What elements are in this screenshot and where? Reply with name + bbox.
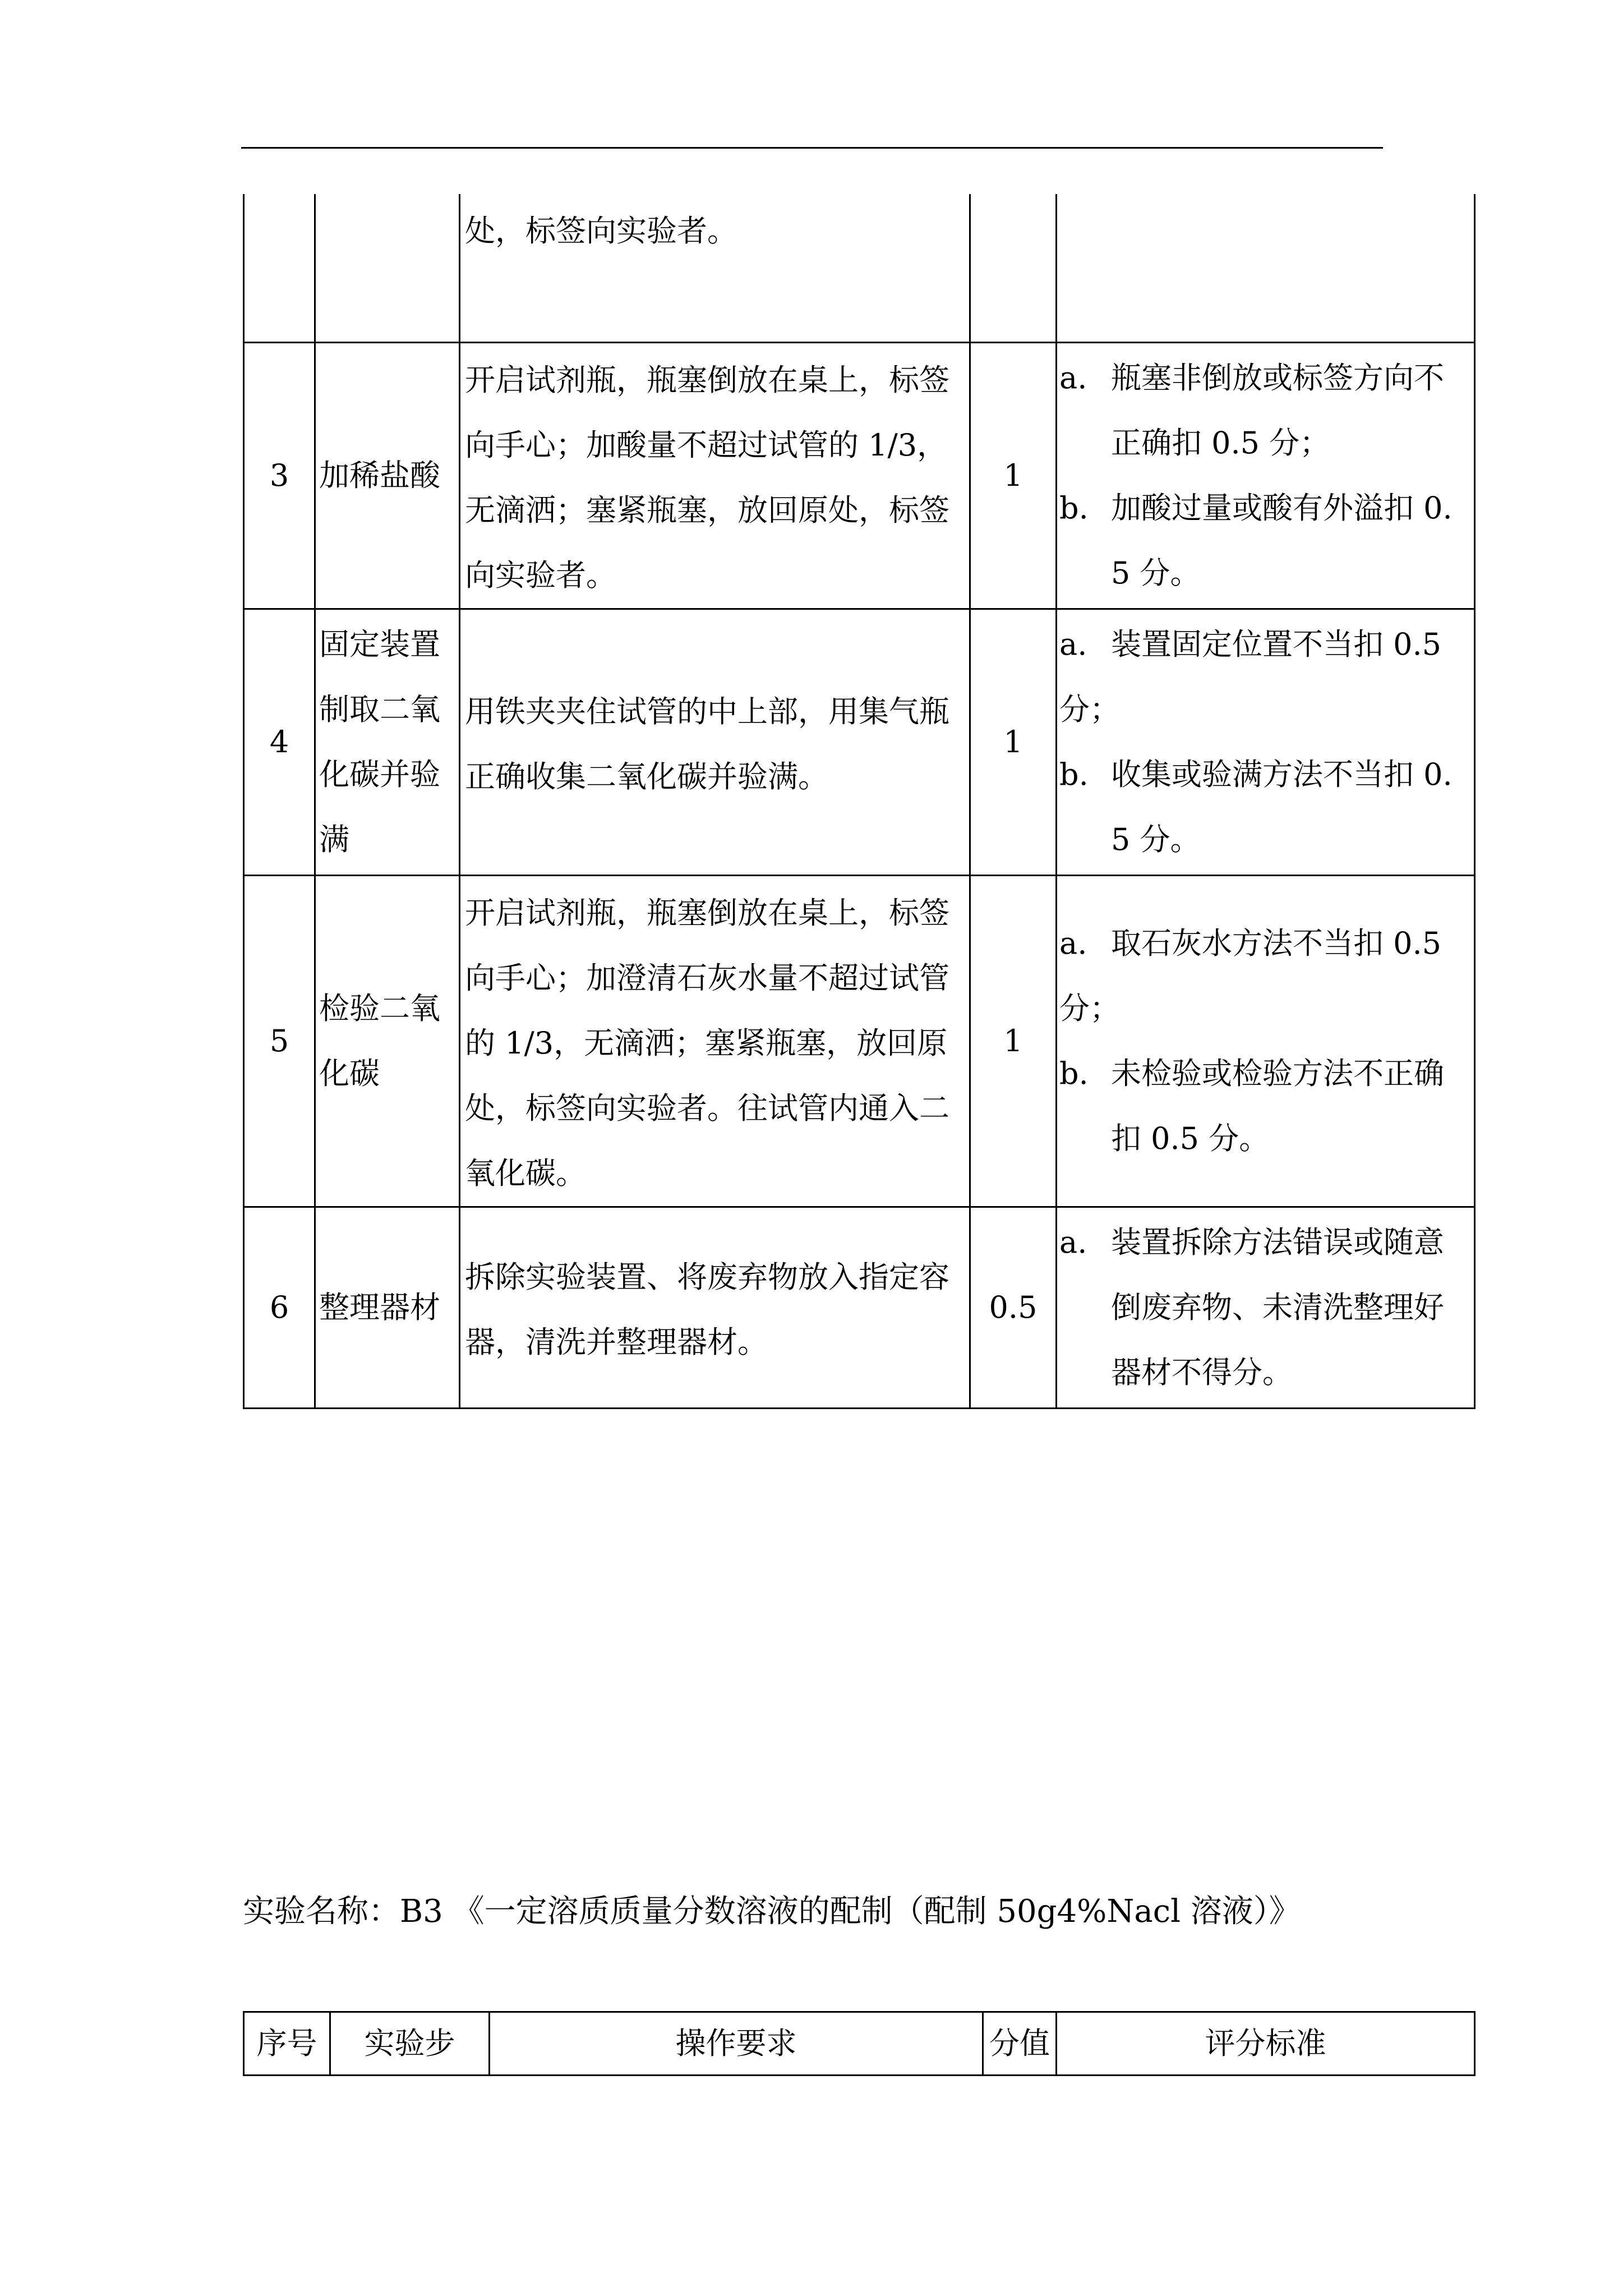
criteria-mark: a. <box>1059 1224 1087 1260</box>
header-criteria: 评分标准 <box>1057 2012 1475 2076</box>
cell-score <box>970 194 1057 342</box>
cell-requirement: 处，标签向实验者。 <box>460 194 970 342</box>
criteria-text: 装置拆除方法错误或随意倒废弃物、未清洗整理好器材不得分。 <box>1111 1224 1444 1390</box>
header-score: 分值 <box>983 2012 1057 2076</box>
criteria-mark: a. <box>1059 360 1087 395</box>
criteria-text: 收集或验满方法不当扣 0.5 分。 <box>1111 756 1453 857</box>
cell-criteria <box>1057 609 1475 875</box>
criteria-item <box>1059 346 1469 476</box>
cell-num: 6 <box>244 1207 315 1408</box>
cell-step <box>315 194 460 342</box>
criteria-mark: a. <box>1059 626 1087 662</box>
criteria-item <box>1059 742 1469 872</box>
criteria-item <box>1059 1210 1469 1405</box>
cell-requirement: 开启试剂瓶，瓶塞倒放在桌上，标签向手心；加澄清石灰水量不超过试管的 1/3，无滴洒；塞紧瓶塞，放回原处，标签向实验者。往试管内通入二氧化碳。 <box>460 875 970 1207</box>
cell-num <box>244 194 315 342</box>
cell-step: 检验二氧化碳 <box>315 875 460 1207</box>
cell-criteria <box>1057 1207 1475 1408</box>
cell-score: 1 <box>970 609 1057 875</box>
cell-score: 0.5 <box>970 1207 1057 1408</box>
criteria-item <box>1059 1041 1469 1171</box>
criteria-text: 取石灰水方法不当扣 0.5 <box>1111 925 1442 961</box>
criteria-mark: b. <box>1059 1055 1089 1091</box>
criteria-mark: b. <box>1059 490 1089 526</box>
criteria-item <box>1059 911 1469 976</box>
criteria-text: 装置固定位置不当扣 0.5 <box>1111 626 1442 662</box>
table-row <box>244 342 1475 609</box>
criteria-item <box>1059 476 1469 606</box>
criteria-text: 瓶塞非倒放或标签方向不正确扣 0.5 分； <box>1111 360 1444 461</box>
table-row <box>244 1207 1475 1408</box>
criteria-continuation: 分； <box>1059 691 1120 727</box>
cell-requirement: 开启试剂瓶，瓶塞倒放在桌上，标签向手心；加酸量不超过试管的 1/3，无滴洒；塞紧瓶塞，放回原处，标签向实验者。 <box>460 342 970 609</box>
criteria-text: 加酸过量或酸有外溢扣 0.5 分。 <box>1111 490 1453 591</box>
header-step: 实验步 <box>330 2012 490 2076</box>
criteria-text: 未检验或检验方法不正确扣 0.5 分。 <box>1111 1055 1444 1156</box>
table-header-row <box>244 2012 1475 2076</box>
cell-step: 整理器材 <box>315 1207 460 1408</box>
cell-criteria <box>1057 194 1475 342</box>
table-row <box>244 609 1475 875</box>
criteria-mark: a. <box>1059 925 1087 961</box>
cell-score: 1 <box>970 342 1057 609</box>
cell-step: 加稀盐酸 <box>315 342 460 609</box>
table-row-continued <box>244 194 1475 342</box>
cell-num: 4 <box>244 609 315 875</box>
cell-requirement: 拆除实验装置、将废弃物放入指定容器，清洗并整理器材。 <box>460 1207 970 1408</box>
cell-score: 1 <box>970 875 1057 1207</box>
header-rule <box>241 147 1383 149</box>
section-title-b3: 实验名称：B3 《一定溶质质量分数溶液的配制（配制 50g4%Nacl 溶液）》 <box>243 1893 1301 1930</box>
criteria-mark: b. <box>1059 756 1089 792</box>
b3-header-table <box>243 2011 1476 2076</box>
cell-num: 5 <box>244 875 315 1207</box>
criteria-item <box>1059 612 1469 677</box>
cell-requirement: 用铁夹夹住试管的中上部，用集气瓶正确收集二氧化碳并验满。 <box>460 609 970 875</box>
table-row <box>244 875 1475 1207</box>
header-num: 序号 <box>244 2012 330 2076</box>
header-requirement: 操作要求 <box>490 2012 983 2076</box>
scoring-table <box>243 194 1476 1409</box>
cell-criteria <box>1057 342 1475 609</box>
cell-step: 固定装置制取二氧化碳并验满 <box>315 609 460 875</box>
criteria-continuation: 分； <box>1059 990 1120 1026</box>
cell-criteria <box>1057 875 1475 1207</box>
cell-num: 3 <box>244 342 315 609</box>
